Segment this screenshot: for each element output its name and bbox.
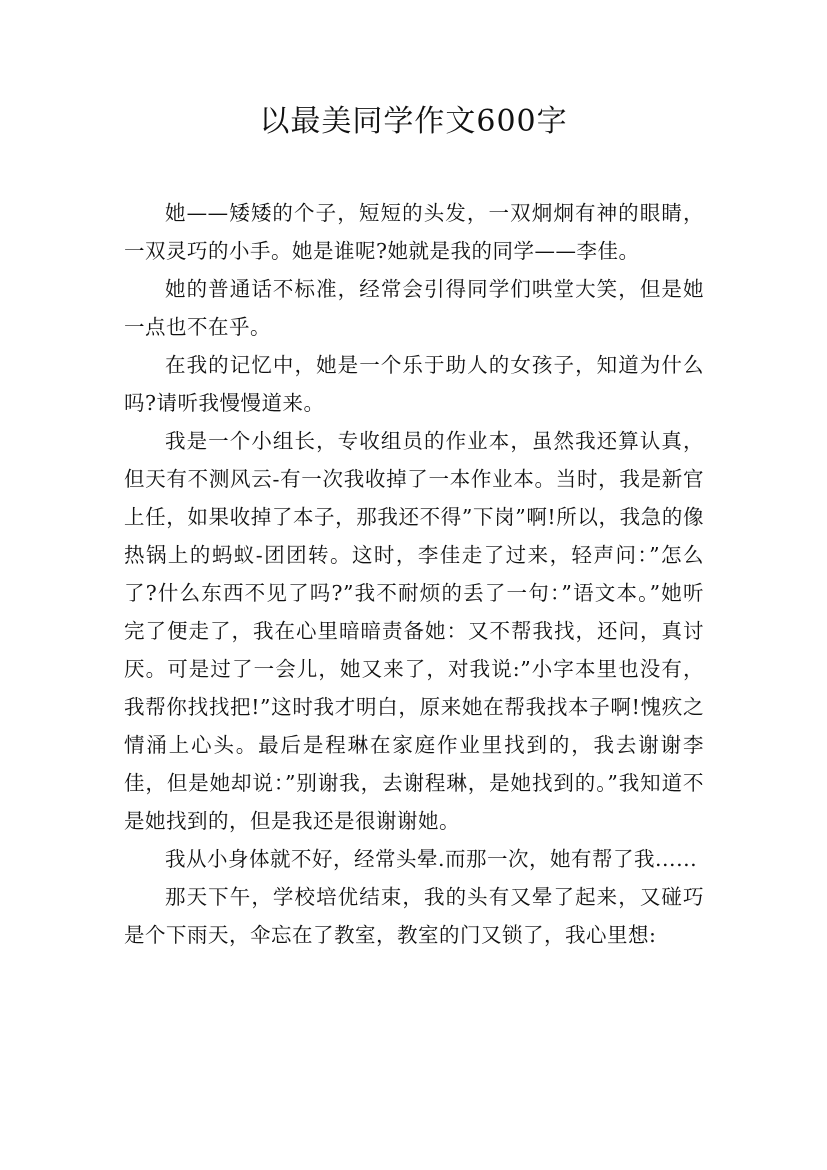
paragraph: 我是一个小组长，专收组员的作业本，虽然我还算认真，但天有不测风云-有一次我收掉了一本作业本。当时，我是新官上任，如果收掉了本子，那我还不得”下岗”啊!所以，我急的像热锅上的蚂蚁-团团转。这时，李佳走了过来，轻声问：”怎么了?什么东西不见了吗?”我不耐烦的丢了一句：”语文本。”她听完了便走了，我在心里暗暗责备她：又不帮我找，还问，真讨厌。可是过了一会儿，她又来了，对我说:”小字本里也没有，我帮你找找把!”这时我才明白，原来她在帮我找本子啊!愧疚之情涌上心头。最后是程琳在家庭作业里找到的，我去谢谢李佳，但是她却说：”别谢我，去谢程琳，是她找到的。”我知道不是她找到的，但是我还是很谢谢她。: [124, 429, 704, 833]
paragraph: 那天下午，学校培优结束，我的头有又晕了起来，又碰巧是个下雨天，伞忘在了教室，教室的门又锁了，我心里想:: [124, 885, 704, 947]
document-title: 以最美同学作文600字: [259, 104, 568, 139]
document-body: [124, 194, 704, 954]
paragraph: 在我的记忆中，她是一个乐于助人的女孩子，知道为什么吗?请听我慢慢道来。: [124, 353, 704, 415]
paragraph: 她的普通话不标准，经常会引得同学们哄堂大笑，但是她一点也不在乎。: [124, 277, 704, 339]
paragraph: 她——矮矮的个子，短短的头发，一双炯炯有神的眼睛，一双灵巧的小手。她是谁呢?她就是我的同学——李佳。: [124, 201, 704, 263]
paragraph: 我从小身体就不好，经常头晕.而那一次，她有帮了我......: [165, 847, 698, 871]
